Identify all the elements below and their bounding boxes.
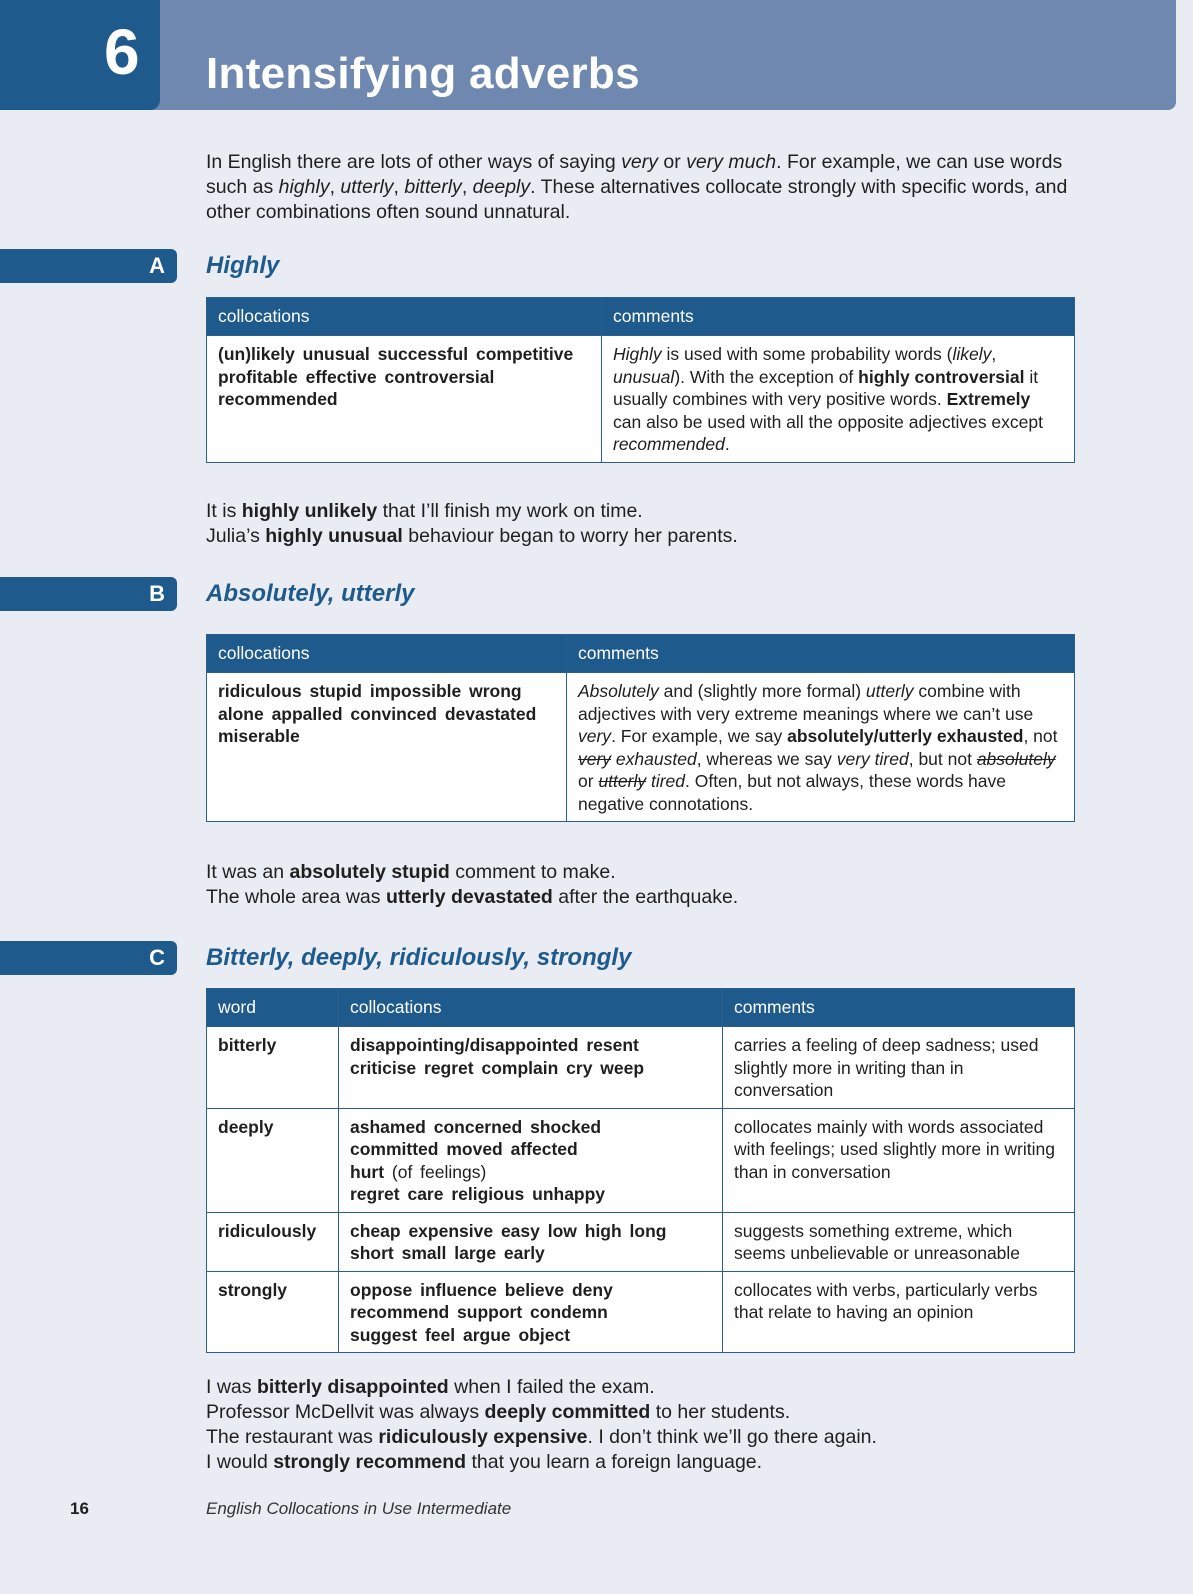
text-run: or [657, 151, 687, 173]
collocation-line [350, 1138, 711, 1161]
intro-paragraph [206, 150, 1086, 225]
collocations-cell: ridiculous stupid impossible wrong alone appalled convinced devastated miserable [207, 673, 567, 822]
examples-a [206, 499, 738, 549]
text-run: short small large early [350, 1243, 545, 1263]
section-title-a: Highly [206, 252, 280, 279]
text-run: that I’ll finish my work on time. [377, 500, 643, 522]
collocations-cell [339, 1271, 723, 1353]
header-word: word [207, 989, 339, 1027]
table-header-row [207, 989, 1075, 1027]
collocations-cell [339, 1108, 723, 1212]
text-run: . For example, we can use words such as [206, 151, 1063, 198]
table-row [207, 1108, 1075, 1212]
text-run: highly controversial [858, 366, 1025, 387]
text-run: suggest feel argue object [350, 1324, 571, 1345]
text-run: that you learn a foreign language. [466, 1451, 763, 1473]
text-run: absolutely [976, 748, 1056, 769]
section-tab-b [0, 577, 177, 611]
text-run: , [991, 344, 997, 364]
text-run: hurt [350, 1161, 385, 1182]
text-run: I was [206, 1376, 257, 1398]
text-run: , [329, 176, 341, 198]
text-run: Extremely [946, 389, 1031, 409]
comment-cell: carries a feeling of deep sadness; used slightly more in writing than in conversation [723, 1027, 1075, 1109]
text-run: , [393, 176, 405, 198]
text-run: The restaurant was [206, 1426, 379, 1448]
example-sentence [206, 1425, 877, 1450]
word-cell: deeply [207, 1108, 339, 1212]
table-header-row [207, 635, 1075, 673]
table-absolutely-utterly [206, 634, 1075, 822]
text-run: regret care religious unhappy [350, 1184, 606, 1204]
example-sentence [206, 524, 738, 549]
unit-number-box [0, 0, 160, 110]
example-sentence [206, 1450, 877, 1475]
example-sentence [206, 860, 738, 885]
text-run: very much [686, 151, 777, 173]
comment-cell [567, 673, 1075, 822]
text-run: Professor McDellvit was always [206, 1401, 485, 1423]
header-collocations: collocations [207, 635, 567, 673]
section-letter-b: B [149, 581, 165, 606]
text-run: behaviour began to worry her parents. [402, 525, 738, 547]
comment-cell: suggests something extreme, which seems unbelievable or unreasonable [723, 1212, 1075, 1271]
book-title: English Collocations in Use Intermediate [206, 1499, 512, 1518]
collocation-line [350, 1242, 711, 1265]
example-sentence [206, 1375, 877, 1400]
text-run: ridiculously expensive [378, 1426, 588, 1448]
table-row [207, 336, 1075, 463]
comment-cell: collocates mainly with words associated with feelings; used slightly more in writing than in conversation [723, 1108, 1075, 1212]
header-collocations: collocations [339, 989, 723, 1027]
section-title-c: Bitterly, deeply, ridiculously, strongly [206, 944, 632, 971]
text-run: It was an [206, 861, 290, 883]
text-run: highly unlikely [241, 500, 378, 522]
text-run: deeply [472, 176, 531, 198]
text-run: absolutely/utterly exhausted [787, 726, 1024, 746]
text-run: exhausted [611, 748, 697, 769]
collocation-line [350, 1220, 711, 1243]
text-run: when I failed the exam. [448, 1376, 655, 1398]
text-run: ). With the exception of [674, 366, 859, 387]
collocation-line [350, 1034, 711, 1057]
header-comments: comments [567, 635, 1075, 673]
table-highly [206, 297, 1075, 463]
text-run: ashamed concerned shocked [350, 1116, 602, 1137]
text-run: , but not [908, 748, 977, 769]
header-comments: comments [602, 298, 1075, 336]
section-tab-a [0, 249, 177, 283]
text-run: criticise regret complain cry weep [350, 1057, 645, 1078]
text-run: combine with adjectives with very extreme meanings where we can’t use [578, 681, 1034, 724]
text-run: utterly [340, 176, 394, 198]
text-run: is used with some probability words ( [661, 344, 953, 364]
text-run: recommend support condemn [350, 1302, 608, 1322]
text-run: committed moved affected [350, 1139, 578, 1159]
text-run: after the earthquake. [552, 886, 739, 908]
text-run: likely [952, 344, 992, 364]
table-row [207, 1212, 1075, 1271]
table-header-row [207, 298, 1075, 336]
text-run: can also be used with all the opposite adjectives except [613, 411, 1043, 432]
text-run: unusual [613, 366, 675, 387]
collocation-line [350, 1183, 711, 1206]
text-run: utterly devastated [385, 886, 553, 908]
text-run: The whole area was [206, 886, 386, 908]
header-comments: comments [723, 989, 1075, 1027]
section-title-b: Absolutely, utterly [206, 580, 415, 607]
collocation-line [350, 1301, 711, 1324]
collocation-line [350, 1057, 711, 1080]
section-tab-c [0, 941, 177, 975]
text-run: and (slightly more formal) [658, 681, 866, 701]
table-row [207, 673, 1075, 822]
collocation-line [350, 1279, 711, 1302]
examples-c [206, 1375, 877, 1475]
text-run: (of feelings) [384, 1161, 487, 1182]
section-letter-a: A [149, 253, 165, 278]
text-run: very [578, 748, 612, 769]
text-run: bitterly [404, 176, 462, 198]
text-run: . Often, but not always, these words have negative connotations. [578, 771, 1007, 814]
text-run: Absolutely [578, 681, 659, 701]
text-run: . For example, we say [611, 726, 788, 746]
table-row [207, 1271, 1075, 1353]
word-cell: bitterly [207, 1027, 339, 1109]
text-run: . These alternatives collocate strongly with specific words, and other combinations often sound unnatural. [206, 176, 1068, 223]
header-collocations: collocations [207, 298, 602, 336]
text-run: strongly recommend [273, 1451, 467, 1473]
text-run: bitterly disappointed [256, 1376, 449, 1398]
text-run: highly unusual [265, 525, 403, 547]
text-run: Highly [613, 344, 662, 364]
text-run: tired [646, 771, 685, 791]
collocations-cell [339, 1027, 723, 1109]
text-run: , whereas we say [696, 748, 837, 769]
text-run: or [578, 771, 599, 791]
collocation-line [350, 1116, 711, 1139]
text-run: very [621, 151, 658, 173]
text-run: I would [206, 1451, 274, 1473]
text-run: deeply committed [484, 1401, 651, 1423]
text-run: very tired [836, 748, 909, 769]
text-run: very [578, 726, 612, 746]
text-run: it usually combines with very positive words. [613, 366, 1039, 409]
text-run: comment to make. [449, 861, 616, 883]
example-sentence [206, 885, 738, 910]
text-run: utterly [865, 681, 914, 701]
text-run: , [461, 176, 473, 198]
text-run: absolutely stupid [289, 861, 450, 883]
unit-title: Intensifying adverbs [206, 49, 640, 98]
text-run: oppose influence believe deny [350, 1279, 613, 1300]
collocation-line [350, 1324, 711, 1347]
text-run: It is [206, 500, 242, 522]
example-sentence [206, 499, 738, 524]
example-sentence [206, 1400, 877, 1425]
text-run: Julia’s [206, 525, 266, 547]
word-cell: ridiculously [207, 1212, 339, 1271]
text-run: utterly [598, 771, 647, 791]
text-run: . [724, 434, 730, 454]
text-run: recommended [613, 434, 725, 454]
collocations-cell: (un)likely unusual successful competitive profitable effective controversial recommended [207, 336, 602, 463]
table-body [207, 1027, 1075, 1353]
comment-cell: collocates with verbs, particularly verbs that relate to having an opinion [723, 1271, 1075, 1353]
text-run: highly [278, 176, 330, 198]
unit-number: 6 [104, 16, 140, 88]
table-row [207, 1027, 1075, 1109]
text-run: to her students. [650, 1401, 791, 1423]
table-bitterly-deeply [206, 988, 1075, 1353]
text-run: In English there are lots of other ways of saying [206, 151, 622, 173]
text-run: . I don’t think we’ll go there again. [587, 1426, 877, 1448]
section-letter-c: C [149, 945, 165, 970]
text-run: disappointing/disappointed resent [350, 1035, 639, 1055]
page-number: 16 [70, 1499, 89, 1518]
collocations-cell [339, 1212, 723, 1271]
comment-cell [602, 336, 1075, 463]
examples-b [206, 860, 738, 910]
text-run: , not [1023, 726, 1058, 746]
word-cell: strongly [207, 1271, 339, 1353]
collocation-line [350, 1161, 711, 1184]
text-run: cheap expensive easy low high long [350, 1220, 667, 1241]
